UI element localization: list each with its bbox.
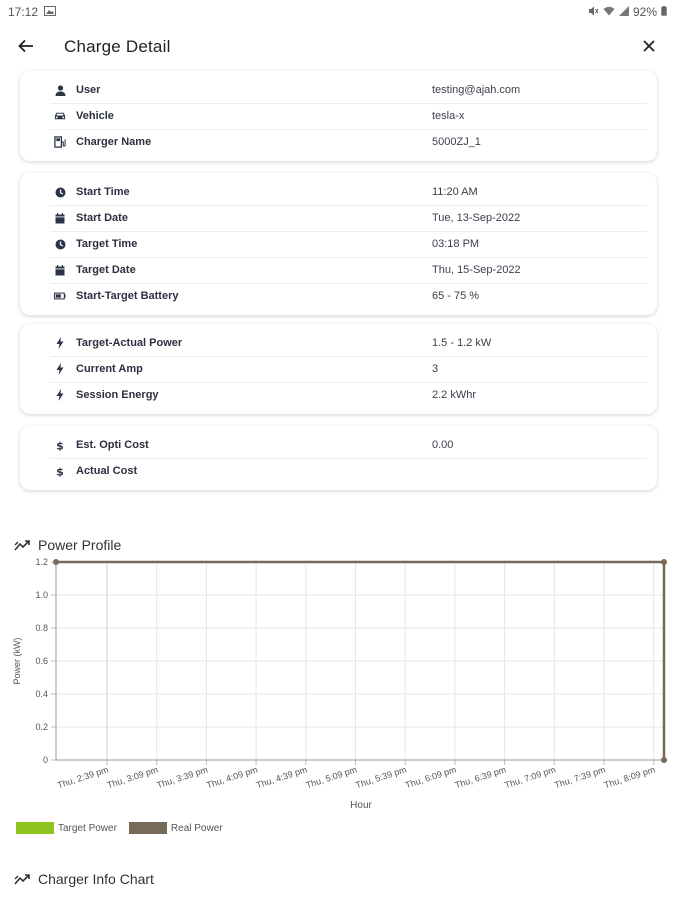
x-tick-label: Thu, 7:09 pm [503,764,557,791]
close-icon [642,39,656,53]
bolt-icon [54,389,66,401]
legend-label: Real Power [170,822,223,834]
row-label: User [76,84,101,96]
arrow-left-icon [18,39,34,53]
detail-row [20,356,657,382]
detail-row [20,432,657,458]
row-label: Vehicle [76,110,114,122]
legend-item[interactable] [16,822,117,834]
charger-icon [54,136,66,148]
signal-icon [619,5,629,19]
detail-row [20,231,657,257]
legend-item[interactable] [129,822,223,834]
mute-icon [588,5,599,19]
chart-legend [16,822,235,834]
status-time: 17:12 [8,5,39,19]
row-value: 2.2 kWhr [432,389,477,401]
detail-row [20,103,657,129]
detail-row [20,283,657,309]
back-button[interactable] [14,34,38,58]
y-tick-label: 1.0 [35,590,48,600]
detail-row [20,179,657,205]
charger-info-heading [14,871,154,887]
clock-icon [54,238,66,250]
wifi-icon [603,5,615,19]
y-tick-label: 0.4 [35,689,48,699]
y-tick-label: 1.2 [35,557,48,567]
row-value: 03:18 PM [432,238,480,250]
info-card [20,173,657,315]
person-icon [54,84,66,96]
calendar-icon [54,212,66,224]
x-axis-label: Hour [350,800,372,811]
detail-row [20,257,657,283]
x-tick-label: Thu, 2:39 pm [56,764,110,791]
x-tick-label: Thu, 6:39 pm [453,764,508,791]
y-axis-label: Power (kW) [12,637,22,685]
row-value: testing@ajah.com [432,84,521,96]
x-tick-label: Thu, 5:39 pm [354,764,408,791]
trending-icon [14,539,32,551]
row-value: Tue, 13-Sep-2022 [432,212,521,224]
bolt-icon [54,337,66,349]
clock-icon [54,186,66,198]
trending-icon [14,873,32,885]
info-card [20,426,657,490]
status-bar [0,0,675,24]
row-value: 5000ZJ_1 [432,136,481,148]
row-label: Target Time [76,238,138,250]
row-label: Actual Cost [76,465,138,477]
x-tick-label: Thu, 4:09 pm [205,764,259,791]
battery-level: 92% [632,5,657,19]
row-label: Start Time [76,186,130,198]
power-profile-heading [14,537,121,553]
detail-row [20,77,657,103]
dollar-icon [54,439,66,451]
x-tick-label: Thu, 3:39 pm [155,764,210,791]
row-label: Current Amp [76,363,143,375]
row-label: Charger Name [76,136,152,148]
row-value: 3 [432,363,439,375]
detail-row [20,129,657,155]
detail-row [20,205,657,231]
power-profile-chart [0,552,675,852]
legend-swatch [16,822,54,834]
battery-icon [54,290,66,302]
page-title: Charge Detail [64,37,171,56]
x-tick-label: Thu, 3:09 pm [105,764,160,791]
car-icon [54,110,66,122]
image-icon [44,5,56,19]
svg-text:$: $ [56,439,64,451]
y-tick-label: 0 [42,755,48,765]
data-point [661,757,667,763]
y-tick-label: 0.2 [35,722,48,732]
row-value: 1.5 - 1.2 kW [432,337,492,349]
data-point [53,559,59,565]
x-tick-label: Thu, 5:09 pm [304,764,359,791]
y-tick-label: 0.8 [35,623,48,633]
info-card [20,71,657,161]
row-value: 0.00 [432,439,454,451]
charger-info-title: Charger Info Chart [38,871,154,887]
dollar-icon [54,465,66,477]
status-battery-icon [661,5,667,19]
row-value: tesla-x [432,110,465,122]
svg-text:$: $ [56,465,64,477]
power-profile-title: Power Profile [38,537,122,553]
row-label: Target-Actual Power [76,337,183,349]
detail-row [20,330,657,356]
detail-row [20,458,657,484]
row-label: Start-Target Battery [76,290,179,302]
row-label: Session Energy [76,389,159,401]
y-tick-label: 0.6 [35,656,48,666]
x-tick-label: Thu, 8:09 pm [602,764,657,791]
row-value: 65 - 75 % [432,290,480,302]
x-tick-label: Thu, 4:39 pm [254,764,309,791]
bolt-icon [54,363,66,375]
x-tick-label: Thu, 7:39 pm [553,764,607,791]
info-card [20,324,657,414]
row-label: Start Date [76,212,128,224]
row-label: Est. Opti Cost [76,439,149,451]
data-point [661,559,667,565]
x-tick-label: Thu, 6:09 pm [403,764,458,791]
legend-swatch [129,822,167,834]
app-bar [0,30,675,64]
row-value: 11:20 AM [432,186,478,198]
close-button[interactable] [637,34,661,58]
legend-label: Target Power [58,822,117,834]
detail-row [20,382,657,408]
row-label: Target Date [76,264,136,276]
calendar-icon [54,264,66,276]
row-value: Thu, 15-Sep-2022 [432,264,521,276]
